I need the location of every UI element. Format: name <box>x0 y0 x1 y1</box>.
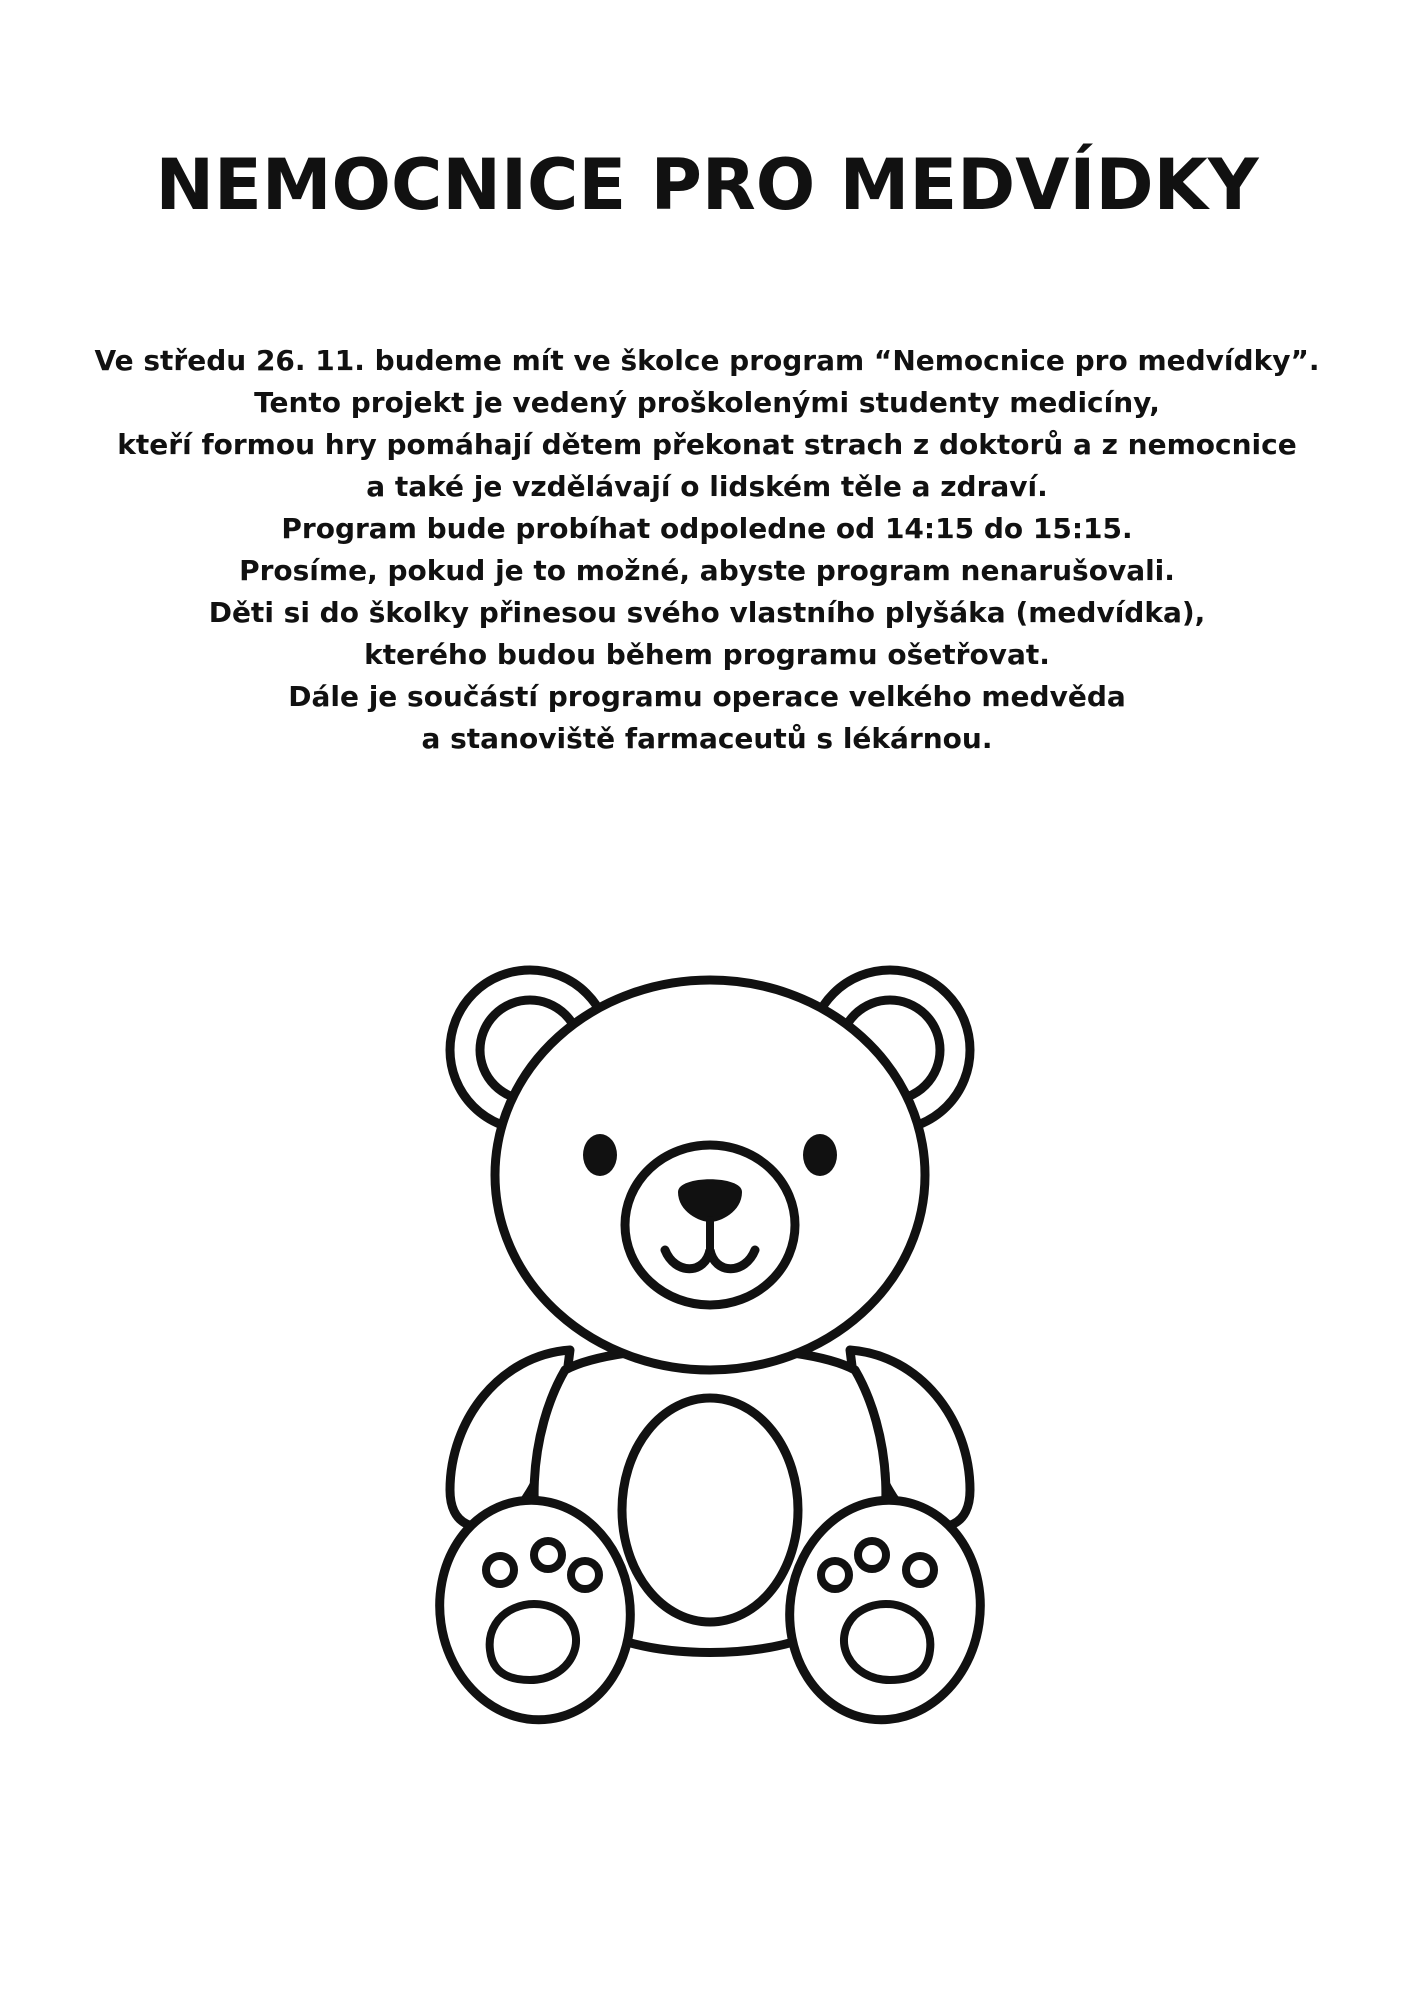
text-line: Děti si do školky přinesou svého vlastního plyšáka (medvídka), <box>208 596 1206 629</box>
text-line: Program bude probíhat odpoledne od 14:15 do 15:15. <box>281 512 1133 545</box>
teddy-bear-icon <box>420 950 1000 1750</box>
left-eye <box>583 1134 617 1176</box>
text-line: Ve středu 26. 11. budeme mít ve školce program “Nemocnice pro medvídky”. <box>94 344 1320 377</box>
text-line: kteří formou hry pomáhají dětem překonat strach z doktorů a z nemocnice <box>117 428 1297 461</box>
announcement-text <box>60 340 1354 760</box>
page-title: NEMOCNICE PRO MEDVÍDKY <box>155 144 1259 226</box>
text-line: a také je vzdělávají o lidském těle a zdraví. <box>366 470 1048 503</box>
text-line: a stanoviště farmaceutů s lékárnou. <box>421 722 993 755</box>
text-line: Dále je součástí programu operace velkého medvěda <box>288 680 1126 713</box>
text-line: Tento projekt je vedený proškolenými studenty medicíny, <box>254 386 1160 419</box>
bear-belly <box>622 1398 798 1622</box>
text-line: Prosíme, pokud je to možné, abyste program nenarušovali. <box>239 554 1175 587</box>
text-line: kterého budou během programu ošetřovat. <box>364 638 1050 671</box>
right-eye <box>803 1134 837 1176</box>
